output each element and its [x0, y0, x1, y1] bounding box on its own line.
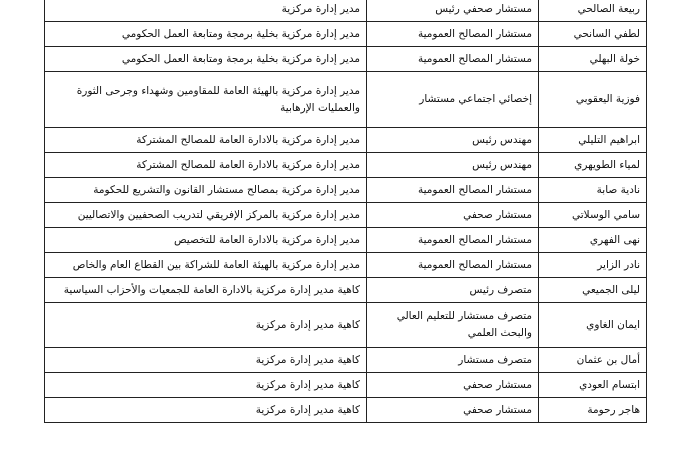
- position-cell: مدير إدارة مركزية بالهيئة العامة للمقاومين وشهداء وجرحى الثورة والعمليات الإرهابية: [45, 72, 367, 128]
- rank-cell: مستشار صحفي: [367, 203, 539, 228]
- person-name-cell: ابراهيم التليلي: [539, 128, 647, 153]
- table-row: [45, 0, 647, 22]
- person-name-cell: ابتسام العودي: [539, 373, 647, 398]
- rank-cell: مستشار المصالح العمومية: [367, 22, 539, 47]
- rank-cell: متصرف رئيس: [367, 278, 539, 303]
- table-row: [45, 128, 647, 153]
- table-row: [45, 72, 647, 128]
- rank-cell: مهندس رئيس: [367, 153, 539, 178]
- table-row: [45, 348, 647, 373]
- person-name-cell: لمياء الطويهري: [539, 153, 647, 178]
- person-name-cell: فوزية اليعقوبي: [539, 72, 647, 128]
- position-cell: مدير إدارة مركزية بمصالح مستشار القانون والتشريع للحكومة: [45, 178, 367, 203]
- person-name-cell: ايمان الغاوي: [539, 303, 647, 348]
- table-row: [45, 228, 647, 253]
- rank-cell: مستشار المصالح العمومية: [367, 178, 539, 203]
- person-name-cell: سامي الوسلاتي: [539, 203, 647, 228]
- position-cell: مدير إدارة مركزية بخلية برمجة ومتابعة العمل الحكومي: [45, 47, 367, 72]
- person-name-cell: ربيعة الصالحي: [539, 0, 647, 22]
- position-cell: مدير إدارة مركزية بالادارة العامة للمصالح المشتركة: [45, 128, 367, 153]
- position-cell: مدير إدارة مركزية بالمركز الإفريقي لتدريب الصحفيين والاتصاليين: [45, 203, 367, 228]
- position-cell: مدير إدارة مركزية بخلية برمجة ومتابعة العمل الحكومي: [45, 22, 367, 47]
- rank-cell: مهندس رئيس: [367, 128, 539, 153]
- position-cell: كاهية مدير إدارة مركزية: [45, 303, 367, 348]
- table-row: [45, 153, 647, 178]
- rank-cell: متصرف مستشار: [367, 348, 539, 373]
- position-cell: مدير إدارة مركزية بالادارة العامة للتخصيص: [45, 228, 367, 253]
- person-name-cell: لطفي السانحي: [539, 22, 647, 47]
- position-cell: كاهية مدير إدارة مركزية: [45, 348, 367, 373]
- person-name-cell: هاجر رحومة: [539, 398, 647, 423]
- person-name-cell: نهى الفهري: [539, 228, 647, 253]
- table-row: [45, 22, 647, 47]
- person-name-cell: ليلى الجميعي: [539, 278, 647, 303]
- table-row: [45, 253, 647, 278]
- position-cell: كاهية مدير إدارة مركزية: [45, 398, 367, 423]
- position-cell: مدير إدارة مركزية بالهيئة العامة للشراكة بين القطاع العام والخاص: [45, 253, 367, 278]
- person-name-cell: خولة البهلي: [539, 47, 647, 72]
- table-row: [45, 47, 647, 72]
- rank-cell: مستشار المصالح العمومية: [367, 47, 539, 72]
- appointments-table: [44, 0, 647, 423]
- position-cell: كاهية مدير إدارة مركزية بالادارة العامة للجمعيات والأحزاب السياسية: [45, 278, 367, 303]
- table-row: [45, 373, 647, 398]
- person-name-cell: نادية صابة: [539, 178, 647, 203]
- rank-cell: إخصائي اجتماعي مستشار: [367, 72, 539, 128]
- table-row: [45, 303, 647, 348]
- person-name-cell: أمال بن عثمان: [539, 348, 647, 373]
- rank-cell: مستشار صحفي: [367, 398, 539, 423]
- rank-cell: مستشار المصالح العمومية: [367, 228, 539, 253]
- rank-cell: متصرف مستشار للتعليم العالي والبحث العلمي: [367, 303, 539, 348]
- table-row: [45, 203, 647, 228]
- person-name-cell: نادر الزاير: [539, 253, 647, 278]
- position-cell: كاهية مدير إدارة مركزية: [45, 373, 367, 398]
- table-row: [45, 398, 647, 423]
- rank-cell: مستشار صحفي: [367, 373, 539, 398]
- position-cell: مدير إدارة مركزية: [45, 0, 367, 22]
- table-row: [45, 278, 647, 303]
- rank-cell: مستشار صحفي رئيس: [367, 0, 539, 22]
- position-cell: مدير إدارة مركزية بالادارة العامة للمصالح المشتركة: [45, 153, 367, 178]
- rank-cell: مستشار المصالح العمومية: [367, 253, 539, 278]
- table-row: [45, 178, 647, 203]
